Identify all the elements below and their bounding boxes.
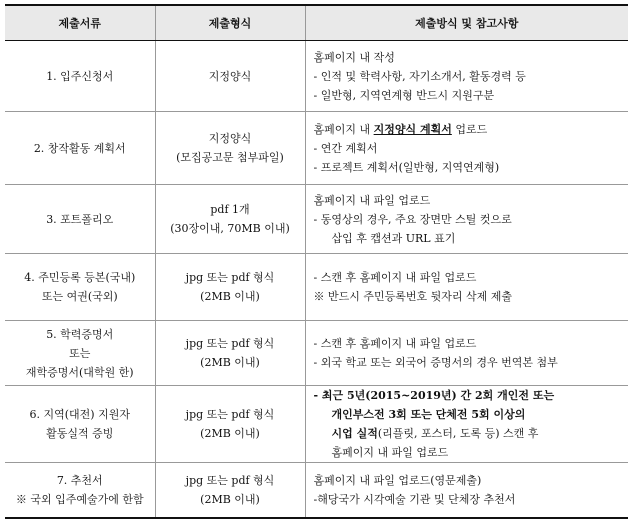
- table-row: [5, 112, 628, 185]
- note-line: 홈페이지 내 파일 업로드: [331, 446, 449, 459]
- note-line: - 스캔 후 홈페이지 내 파일 업로드: [313, 337, 477, 350]
- doc-name: 또는 여권(국외): [41, 290, 118, 303]
- doc-name: 활동실적 증빙: [46, 427, 114, 440]
- format-text: (2MB 이내): [200, 356, 260, 369]
- note-fragment: 홈페이지 내: [313, 122, 374, 136]
- note-line: 홈페이지 내 작성: [313, 50, 395, 64]
- submission-documents-table: [5, 4, 628, 519]
- note-line: - 일반형, 지역연계형 반드시 지원구분: [313, 88, 495, 102]
- doc-name: ※ 국외 입주예술가에 한함: [15, 493, 144, 506]
- note-cell: [305, 463, 628, 519]
- note-cell: [305, 321, 628, 386]
- note-line: - 프로젝트 계획서(일반형, 지역연계형): [313, 160, 500, 174]
- note-line: -해당국가 시각예술 기관 및 단체장 추천서: [313, 493, 516, 506]
- header-format: 제출형식: [155, 5, 305, 41]
- header-documents: 제출서류: [5, 5, 155, 41]
- doc-cell: [5, 321, 155, 386]
- note-cell: [305, 41, 628, 112]
- table-row: [5, 386, 628, 463]
- header-method-notes: 제출방식 및 참고사항: [305, 5, 628, 41]
- note-line: ※ 반드시 주민등록번호 뒷자리 삭제 제출: [313, 290, 512, 303]
- document-page: [5, 4, 628, 519]
- note-line: - 동영상의 경우, 주요 장면만 스틸 컷으로: [313, 212, 512, 226]
- table-row: [5, 41, 628, 112]
- format-cell: [155, 41, 305, 112]
- note-cell: [305, 386, 628, 463]
- emphasis-text: 시업 실적: [331, 427, 378, 440]
- doc-name: 또는: [69, 346, 91, 360]
- format-cell: [155, 321, 305, 386]
- format-text: (모집공고문 첨부파일): [176, 151, 284, 164]
- format-cell: [155, 254, 305, 321]
- table-row: [5, 185, 628, 254]
- table-row: [5, 321, 628, 386]
- table-row: [5, 463, 628, 519]
- format-cell: [155, 386, 305, 463]
- doc-name: 1. 입주신청서: [46, 69, 114, 83]
- note-line: [314, 424, 629, 443]
- doc-name: 2. 창작활동 계획서: [33, 141, 126, 155]
- format-cell: [155, 112, 305, 185]
- note-line: - 외국 학교 또는 외국어 증명서의 경우 번역본 첨부: [313, 356, 558, 369]
- format-text: pdf 1개: [210, 203, 250, 216]
- table-row: [5, 254, 628, 321]
- format-cell: [155, 185, 305, 254]
- doc-cell: [5, 463, 155, 519]
- doc-cell: [5, 185, 155, 254]
- note-line: [314, 120, 629, 139]
- doc-name: 3. 포트폴리오: [46, 212, 114, 226]
- note-line: - 연간 계획서: [313, 141, 378, 155]
- format-text: (30장이내, 70MB 이내): [170, 222, 290, 235]
- note-cell: [305, 112, 628, 185]
- note-line: 홈페이지 내 파일 업로드(영문제출): [313, 474, 482, 487]
- format-text: 지정양식: [208, 69, 252, 83]
- format-text: (2MB 이내): [200, 427, 260, 440]
- note-line: 홈페이지 내 파일 업로드: [313, 193, 431, 207]
- note-cell: [305, 254, 628, 321]
- format-text: (2MB 이내): [200, 290, 260, 303]
- note-line: 개인부스전 3회 또는 단체전 5회 이상의: [331, 408, 526, 421]
- doc-name: 6. 지역(대전) 지원자: [29, 408, 130, 421]
- format-cell: [155, 463, 305, 519]
- doc-name: 재학증명서(대학원 한): [25, 365, 134, 379]
- format-text: jpg 또는 pdf 형식: [185, 474, 275, 487]
- doc-name: 4. 주민등록 등본(국내): [24, 271, 136, 284]
- doc-cell: [5, 112, 155, 185]
- format-text: (2MB 이내): [200, 493, 260, 506]
- note-line: - 최근 5년(2015~2019년) 간 2회 개인전 또는: [313, 389, 555, 402]
- note-line: - 인적 및 학력사항, 자기소개서, 활동경력 등: [313, 69, 526, 83]
- doc-cell: [5, 386, 155, 463]
- note-cell: [305, 185, 628, 254]
- doc-name: 5. 학력증명서: [46, 327, 114, 341]
- emphasis-text: 지정양식 계획서: [373, 122, 452, 136]
- format-text: jpg 또는 pdf 형식: [185, 271, 275, 284]
- format-text: 지정양식: [208, 132, 252, 145]
- format-text: jpg 또는 pdf 형식: [185, 408, 275, 421]
- doc-name: 7. 추천서: [56, 474, 103, 487]
- note-fragment: 업로드: [451, 122, 488, 136]
- note-line: 삽입 후 캡션과 URL 표기: [331, 231, 456, 245]
- format-text: jpg 또는 pdf 형식: [185, 337, 275, 350]
- doc-cell: [5, 41, 155, 112]
- note-fragment: (리플릿, 포스터, 도록 등) 스캔 후: [377, 427, 539, 440]
- table-header-row: [5, 5, 628, 41]
- note-line: - 스캔 후 홈페이지 내 파일 업로드: [313, 271, 477, 284]
- doc-cell: [5, 254, 155, 321]
